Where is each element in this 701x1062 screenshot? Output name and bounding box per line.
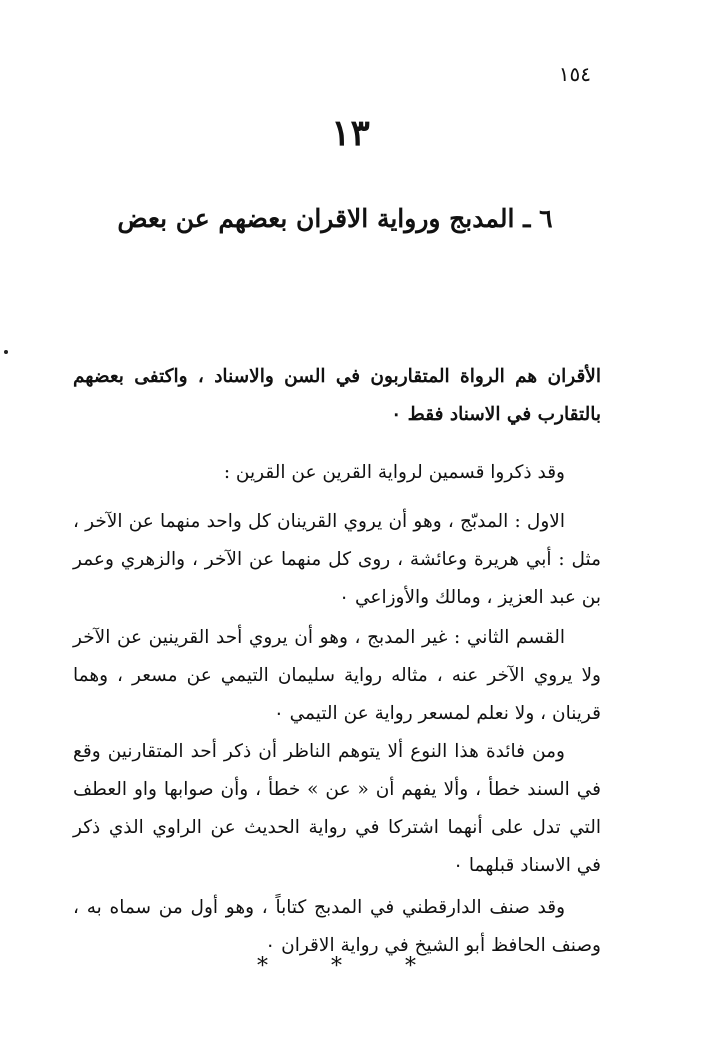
second-type-paragraph: القسم الثاني : غير المدبج ، وهو أن يروي أحد القرينين عن الآخر ولا يروي الآخر عنه ، مثاله رواية سليمان التيمي عن مسعر ، وهما قرينان ، ولا نعلم لمسعر رواية عن التيمي ٠ (73, 626, 601, 724)
page-number: ١٥٤ (558, 62, 591, 86)
first-type-paragraph: الاول : المدبّج ، وهو أن يروي القرينان كل واحد منهما عن الآخر ، مثل : أبي هريرة وعائشة ، روى كل منهما عن الآخر ، والزهري وعمر بن عبد العزيز ، ومالك والأوزاعي ٠ (73, 510, 601, 608)
section-heading: ٦ ـ المدبج ورواية الاقران بعضهم عن بعض (117, 204, 553, 233)
margin-dot (4, 350, 8, 354)
section-ornament: * * * (257, 954, 444, 979)
intro-paragraph: وقد ذكروا قسمين لرواية القرين عن القرين : (223, 461, 565, 483)
benefit-paragraph: ومن فائدة هذا النوع ألا يتوهم الناظر أن ذكر أحد المتقارنين وقع في السند خطأ ، وألا يفهم أن « عن » خطأ ، وأن صوابها واو العطف التي تدل على أنهما اشتركا في رواية الحديث عن الراوي الذي ذكر في الاسناد قبلهما ٠ (73, 740, 601, 876)
chapter-number: ١٣ (331, 112, 370, 154)
works-paragraph: وقد صنف الدارقطني في المدبج كتاباً ، وهو أول من سماه به ، وصنف الحافظ أبو الشيخ في رواية الاقران ٠ (73, 896, 601, 956)
definition-paragraph: الأقران هم الرواة المتقاربون في السن والاسناد ، واكتفى بعضهم بالتقارب في الاسناد فقط ٠ (73, 365, 601, 425)
